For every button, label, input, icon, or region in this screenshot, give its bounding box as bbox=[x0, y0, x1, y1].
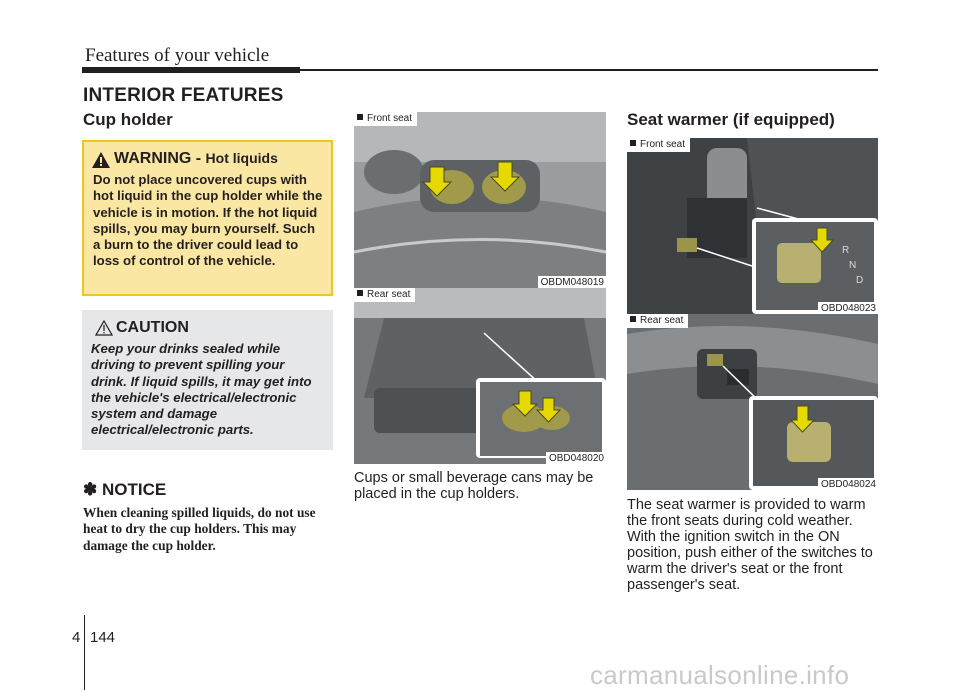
square-bullet-icon bbox=[357, 114, 363, 120]
front-seat-warmer-illustration bbox=[627, 138, 878, 314]
caution-heading: CAUTION bbox=[116, 319, 189, 336]
svg-text:D: D bbox=[856, 275, 864, 286]
header-rule-thick bbox=[82, 67, 300, 73]
photo-tag-label: Front seat bbox=[640, 139, 686, 150]
seat-warmer-title: Seat warmer (if equipped) bbox=[627, 110, 835, 129]
caution-box bbox=[82, 310, 333, 450]
photo-tag bbox=[627, 314, 688, 328]
photo-tag-label: Rear seat bbox=[640, 315, 684, 326]
cup-holder-title: Cup holder bbox=[83, 110, 173, 129]
cup-holder-body-text: Cups or small beverage cans may be placed in the cup holders. bbox=[354, 470, 594, 502]
notice-heading: ✽ NOTICE bbox=[83, 480, 167, 499]
footer-page-number: 144 bbox=[90, 629, 116, 646]
caution-triangle-icon bbox=[95, 320, 113, 336]
front-cup-holder-photo bbox=[354, 112, 606, 288]
front-cup-holder-illustration bbox=[354, 112, 606, 288]
photo-code: OBD048024 bbox=[818, 478, 878, 490]
square-bullet-icon bbox=[357, 290, 363, 296]
svg-text:R: R bbox=[842, 245, 850, 256]
photo-tag-label: Front seat bbox=[367, 113, 413, 124]
footer-chapter-number: 4 bbox=[72, 629, 81, 646]
photo-code: OBD048023 bbox=[818, 302, 878, 314]
header-rule-thin bbox=[300, 69, 878, 71]
footer-divider bbox=[84, 615, 85, 690]
photo-tag bbox=[354, 288, 415, 302]
rear-cup-holder-photo bbox=[354, 288, 606, 464]
caution-text: Keep your drinks sealed while driving to prevent spilling your drink. If liquid spills, it may get into the vehicle's electrical/electronic system and damage electrical/electronic parts. bbox=[91, 341, 312, 438]
svg-text:N: N bbox=[849, 260, 857, 271]
warning-heading bbox=[114, 150, 278, 168]
square-bullet-icon bbox=[630, 316, 636, 322]
photo-tag bbox=[354, 112, 417, 126]
warning-box bbox=[82, 140, 333, 296]
photo-code: OBDM048019 bbox=[538, 276, 606, 288]
rear-cup-holder-illustration bbox=[354, 288, 606, 464]
seat-warmer-body-text: The seat warmer is provided to warm the front seats during cold weather. With the ignition switch in the ON position, push either of the switches to warm the driver's seat or the front passenger's seat. bbox=[627, 497, 873, 593]
photo-tag-label: Rear seat bbox=[367, 289, 411, 300]
section-title: INTERIOR FEATURES bbox=[83, 85, 284, 106]
watermark: carmanualsonline.info bbox=[590, 660, 850, 690]
photo-tag bbox=[627, 138, 690, 152]
square-bullet-icon bbox=[630, 140, 636, 146]
warning-label: WARNING - bbox=[114, 150, 206, 167]
warning-text: Do not place uncovered cups with hot liquid in the cup holder while the vehicle is in motion. If the hot liquid spills, you may burn yourself. Such a burn to the driver could lead to loss of control of the vehicle. bbox=[93, 172, 323, 269]
front-seat-warmer-photo bbox=[627, 138, 878, 314]
header-title: Features of your vehicle bbox=[85, 45, 270, 66]
warning-sublabel: Hot liquids bbox=[205, 150, 278, 166]
warning-triangle-icon bbox=[92, 152, 110, 168]
rear-seat-warmer-photo bbox=[627, 314, 878, 490]
photo-code: OBD048020 bbox=[546, 452, 606, 464]
notice-text: When cleaning spilled liquids, do not use heat to dry the cup holders. This may damage the cup holder. bbox=[83, 505, 316, 553]
rear-seat-warmer-illustration bbox=[627, 314, 878, 490]
